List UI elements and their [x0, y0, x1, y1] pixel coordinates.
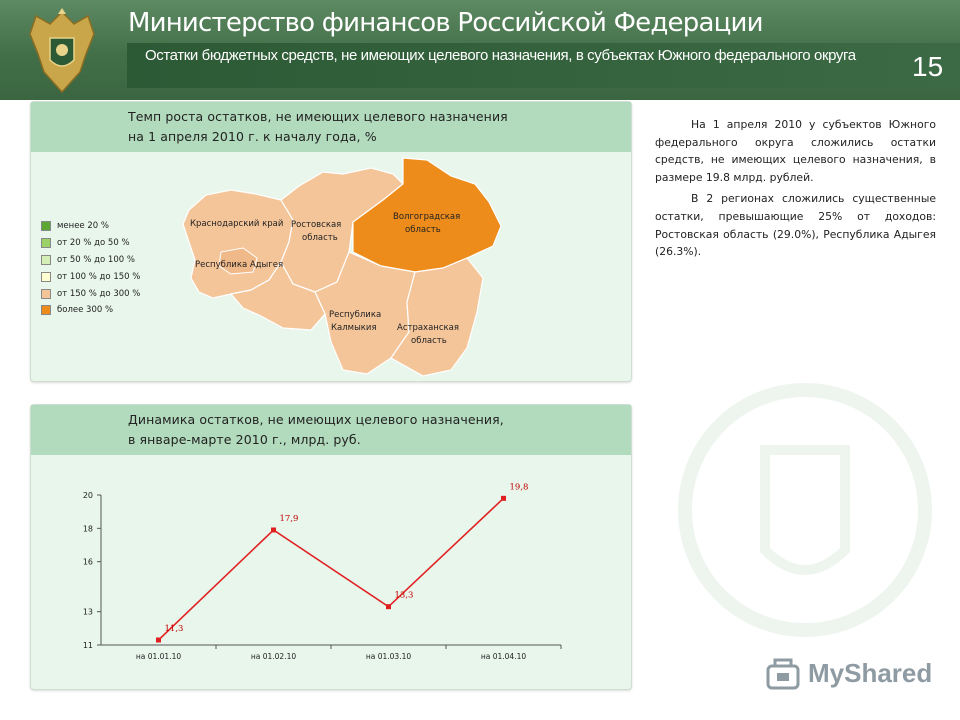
chart-y-ticks [83, 491, 101, 650]
chart-title-line-1: Динамика остатков, не имеющих целевого назначения, [128, 412, 504, 427]
label-rostov-1: Ростовская [291, 220, 342, 230]
data-label: 13,3 [394, 590, 414, 601]
map-title-line-2: на 1 апреля 2010 г. к началу года, % [128, 129, 377, 144]
line-chart [31, 405, 631, 689]
legend-swatch [41, 289, 51, 299]
x-tick-label: на 01.03.10 [365, 652, 412, 661]
data-point [501, 496, 506, 501]
legend-item [41, 252, 140, 269]
label-rostov-2: область [302, 233, 338, 243]
legend-label: менее 20 % [57, 221, 109, 232]
legend-item [41, 235, 140, 252]
chart-panel [30, 404, 632, 690]
x-tick-label: на 01.01.10 [135, 652, 182, 661]
label-kalmykia-1: Республика [329, 310, 382, 320]
chart-data-labels [165, 482, 529, 634]
y-tick-label: 20 [82, 491, 93, 500]
label-volgograd-2: область [405, 225, 441, 235]
myshared-logo-icon [765, 656, 805, 690]
data-point [271, 528, 276, 533]
map-title-line-1: Темп роста остатков, не имеющих целевого назначения [128, 109, 508, 124]
legend-item [41, 285, 140, 302]
legend-label: более 300 % [57, 305, 114, 316]
legend-swatch [41, 221, 51, 231]
legend-label: от 50 % до 100 % [57, 254, 135, 265]
logo-text: MyShared [808, 658, 933, 688]
map-legend [41, 218, 140, 319]
legend-label: от 20 % до 50 % [57, 238, 130, 249]
label-astrakhan-1: Астраханская [397, 323, 459, 333]
legend-swatch [41, 238, 51, 248]
coat-of-arms-icon [22, 8, 102, 96]
map-panel [30, 101, 632, 382]
legend-item [41, 302, 140, 319]
summary-paragraph-1: На 1 апреля 2010 у субъектов Южного федерального округа сложились остатки средств, не имеющих целевого назначения, в размере 19.8 млрд. рублей. [655, 118, 936, 184]
data-label: 11,3 [164, 624, 184, 634]
label-astrakhan-2: область [411, 336, 447, 346]
label-kalmykia-2: Калмыкия [331, 323, 377, 333]
chart-x-categories [136, 645, 561, 661]
slide-title: Остатки бюджетных средств, не имеющих целевого назначения, в субъектах Южного федерального округа [145, 47, 856, 64]
legend-label: от 100 % до 150 % [57, 271, 141, 282]
ministry-name: Министерство финансов Российской Федерации [128, 8, 763, 38]
label-krasnodar: Краснодарский край [190, 219, 284, 229]
legend-swatch [41, 255, 51, 265]
chart-axes [101, 495, 561, 645]
label-volgograd-1: Волгоградская [393, 212, 461, 222]
legend-label: от 150 % до 300 % [57, 288, 141, 299]
legend-item [41, 218, 140, 235]
data-label: 17,9 [279, 514, 299, 524]
label-adygea: Республика Адыгея [195, 260, 284, 270]
y-tick-label: 11 [82, 641, 93, 650]
y-tick-label: 13 [82, 607, 93, 617]
x-tick-label: на 01.02.10 [250, 652, 297, 661]
summary-text [655, 116, 936, 265]
legend-swatch [41, 272, 51, 282]
legend-swatch [41, 305, 51, 315]
page-number: 15 [912, 51, 944, 82]
y-tick-label: 18 [82, 524, 93, 534]
data-point [156, 638, 161, 643]
data-point [386, 604, 391, 609]
legend-item [41, 268, 140, 285]
series-line [159, 498, 504, 640]
x-tick-label: на 01.04.10 [480, 652, 527, 661]
chart-title-line-2: в январе-марте 2010 г., млрд. руб. [128, 432, 361, 447]
watermark-emblem-icon [655, 360, 955, 660]
summary-paragraph-2: В 2 регионах сложились существенные остатки, превышающие 25% от доходов: Ростовская область (29.0%), Республика Адыгея (26.3%). [655, 192, 936, 259]
y-tick-label: 16 [82, 557, 93, 567]
data-label: 19,8 [509, 482, 529, 493]
